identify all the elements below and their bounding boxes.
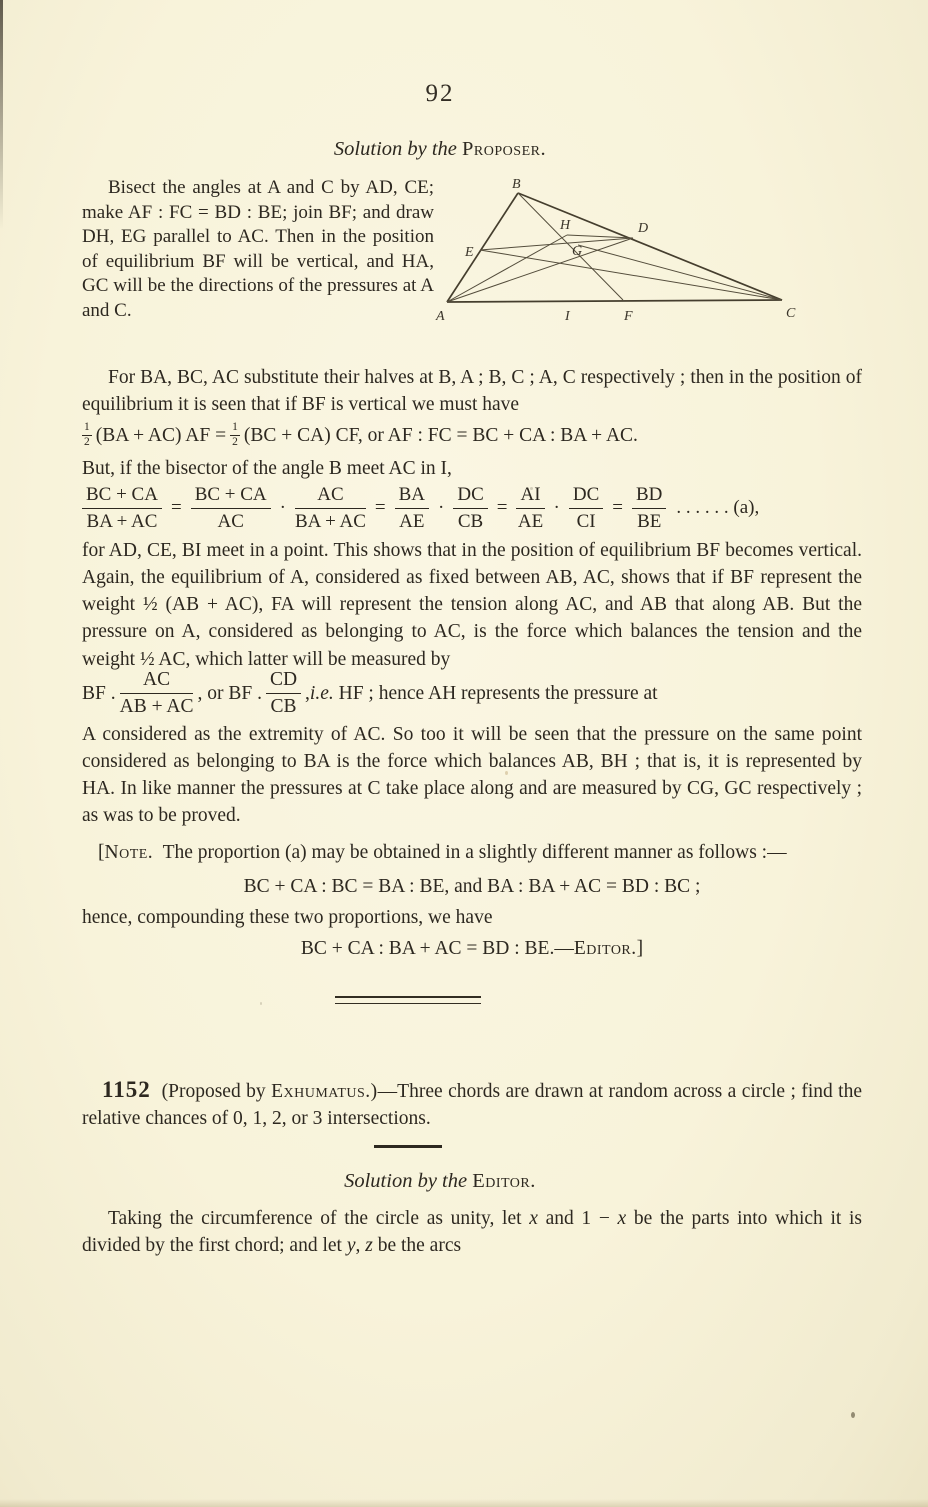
figure-label-A: A: [436, 309, 445, 324]
paragraph-text: be the parts into which it is divided by the first chord; and let: [82, 1207, 863, 1256]
page-number: 92: [425, 80, 455, 107]
multiplication-dot: ·: [279, 497, 286, 519]
figure-line-GC: [578, 245, 782, 300]
equation-a-chain: [82, 484, 862, 533]
fraction: $\frac{BC + CA}{BA + AC}$: [82, 484, 162, 533]
note-body: The proportion (a) may be obtained in a slightly different manner as follows :—: [153, 842, 787, 864]
figure-label-I: I: [565, 309, 570, 324]
figure-label-E: E: [465, 245, 474, 260]
triangle-diagram: [434, 176, 862, 358]
equation-text: ,: [305, 682, 310, 704]
figure-label-C: C: [786, 306, 796, 321]
fraction: $\frac{BA}{AE}$: [395, 484, 429, 533]
equation-text: BF .: [82, 682, 116, 704]
equation-text: (BA + AC) AF =: [95, 424, 227, 446]
note-editor-attribution: Editor.: [573, 938, 637, 960]
fraction: $\frac{AC}{BA + AC}$: [294, 484, 366, 532]
fraction: $\frac{BD}{BE}$: [632, 484, 666, 533]
equation-text: (BC + CA) CF, or AF : FC = BC + CA : BA + AC.: [243, 424, 638, 446]
variable-x: x: [617, 1207, 627, 1229]
half-fraction: $\frac{1}{2}$: [84, 421, 90, 449]
variable-z: z: [365, 1234, 373, 1256]
scan-bottom-shadow: [0, 1499, 928, 1507]
figure-label-G: G: [572, 244, 583, 259]
problem-proposer-name: Exhumatus.): [271, 1081, 378, 1103]
figure-bisector-AD: [447, 238, 633, 302]
fraction: $\frac{DC}{CB}$: [453, 484, 487, 533]
fraction: $\frac{AC}{AB + AC}$: [119, 668, 194, 718]
paragraph-text: and 1 −: [537, 1207, 618, 1229]
paragraph-circumference: [82, 1205, 862, 1259]
figure-line-EG: [480, 238, 633, 250]
note-proportion-2-text: BC + CA : BA + AC = BD : BE.—: [300, 938, 574, 960]
paragraph-bisector-b: But, if the bisector of the angle B meet AC in I,: [82, 457, 452, 479]
equation-text: , or BF .: [197, 682, 262, 704]
note-label: Note.: [104, 842, 154, 864]
id-est-abbreviation: i.e.: [309, 682, 334, 704]
heading-italic-text: Solution by the: [344, 1169, 473, 1192]
proposer-solution-heading: [82, 138, 798, 161]
figure-label-B: B: [512, 177, 521, 192]
note-bracket-close: ]: [636, 938, 644, 960]
multiplication-dot: ·: [438, 497, 445, 519]
triangle-figure: [434, 176, 862, 358]
problem-1152: [82, 1076, 862, 1132]
paragraph-text: Taking the circumference of the circle as unity, let: [108, 1207, 530, 1229]
paragraph-meet-in-point: for AD, CE, BI meet in a point. This shows that in the position of equilibrium BF becomes vertical. Again, the equilibrium of A, considered as fixed between AB, AC, shows that if BF represent the weight ½ (AB + AC), FA will represent the tension along AC, and AB that along AB. But the pressure on A, considered as belonging to AC, is the force which balances the tension and the weight ½ AC, which latter will be measured by: [82, 539, 862, 670]
multiplication-dot: ·: [553, 497, 560, 519]
fraction: $\frac{BC + CA}{AC}$: [191, 484, 271, 533]
page-content: [82, 0, 862, 1259]
paragraph-text: ,: [355, 1234, 366, 1256]
intro-row: [82, 176, 862, 358]
heading-editor-name: Editor.: [472, 1169, 536, 1192]
figure-label-F: F: [624, 309, 633, 324]
problem-proposed-by: (Proposed by: [150, 1081, 272, 1103]
note-paragraph: [82, 839, 862, 866]
paragraph-extremity: A considered as the extremity of AC. So too it will be seen that the pressure on the same point considered as belonging to BA is the force which balances AB, BH ; that is, it is represented by HA. In like manner the pressures at C take place along and are measured by CG, GC respectively ; as was to be proved.: [82, 723, 862, 827]
equation-af-fc: [82, 422, 862, 449]
note-proportion-1: BC + CA : BC = BA : BE, and BA : BA + AC = BD : BC ;: [243, 875, 701, 897]
figure-side-BC: [518, 193, 782, 300]
editor-solution-heading: [82, 1170, 798, 1193]
equals-sign: =: [374, 497, 386, 519]
variable-x: x: [529, 1207, 538, 1229]
fraction: $\frac{DC}{CI}$: [569, 484, 603, 533]
fraction: $\frac{AI}{AE}$: [517, 484, 544, 532]
equals-sign: =: [612, 497, 623, 519]
figure-label-H: H: [560, 218, 571, 233]
paragraph-substitute-halves: For BA, BC, AC substitute their halves at B, A ; B, C ; A, C respectively ; then in the position of equilibrium it is seen that if BF is vertical we must have: [82, 367, 862, 416]
fraction: $\frac{CD}{CB}$: [266, 669, 301, 719]
half-fraction: $\frac{1}{2}$: [232, 421, 238, 449]
paragraph-bisect: Bisect the angles at A and C by AD, CE; make AF : FC = BD : BE; join BF; and draw DH, EG parallel to AC. Then in the position of equilibrium BF will be vertical, and HA, GC will be the directions of the pressures at A and C.: [82, 177, 434, 321]
note-proportion-2: [82, 935, 862, 962]
variable-y: y: [346, 1234, 356, 1256]
figure-label-D: D: [638, 221, 649, 236]
paper-speck: [851, 1412, 855, 1418]
paragraph-text: be the arcs: [372, 1234, 462, 1256]
figure-side-AC: [447, 300, 782, 302]
equals-sign: =: [170, 497, 182, 519]
equation-bf-pressure: [82, 669, 862, 719]
heading-italic-text: Solution by the: [333, 138, 463, 160]
equation-a-label: . . . . . . (a),: [676, 497, 760, 519]
section-divider-single-rule: [374, 1145, 442, 1148]
scan-edge-artifact: [0, 0, 3, 230]
section-divider-double-rule: [335, 996, 481, 1004]
equals-sign: =: [496, 497, 508, 519]
equation-text: HF ; hence AH represents the pressure at: [333, 682, 658, 704]
heading-proposer-name: Proposer.: [462, 138, 547, 160]
problem-number: 1152: [102, 1077, 151, 1103]
note-bracket-open: [: [98, 842, 105, 864]
note-compounding-line: hence, compounding these two proportions, we have: [82, 906, 493, 928]
problem-statement: —Three chords are drawn at random across a circle ; find the relative chances of 0, 1, 2, or 3 intersections.: [82, 1081, 862, 1130]
